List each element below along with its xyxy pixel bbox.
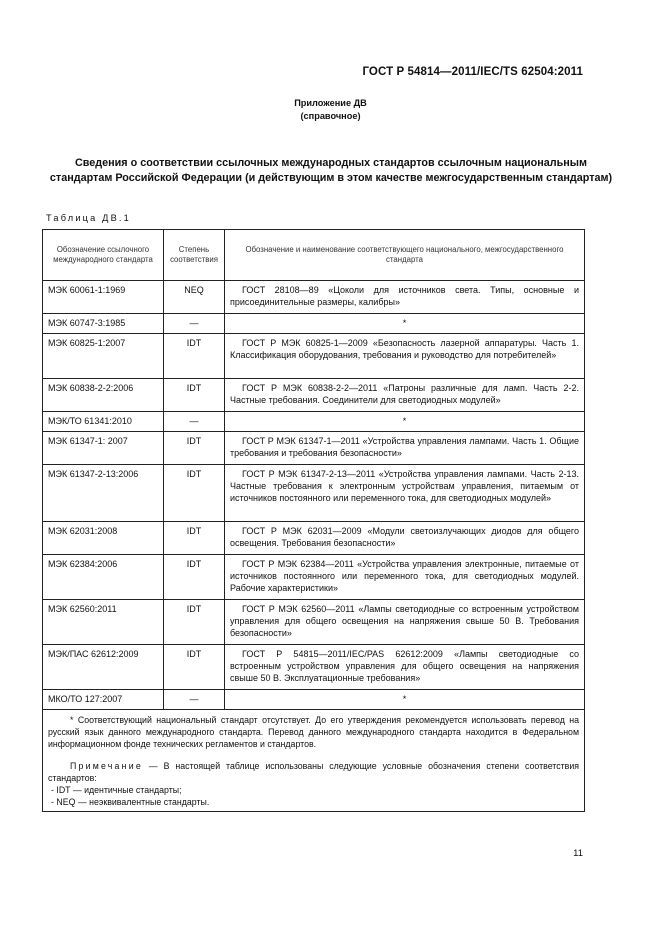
cell-degree: IDT [164, 555, 225, 600]
correspondence-table [42, 229, 585, 812]
table-header-row [43, 230, 585, 281]
cell-degree: IDT [164, 600, 225, 645]
note-label: Примечание [70, 761, 143, 771]
cell-standard: МЭК 60061-1:1969 [43, 281, 164, 314]
cell-national [225, 645, 585, 690]
cell-degree: — [164, 690, 225, 710]
cell-national [225, 555, 585, 600]
header-international-standard: Обозначение ссылочного международного стандарта [43, 230, 164, 281]
cell-national: * [225, 690, 585, 710]
header-national-standard: Обозначение и наименование соответствующего национального, межгосударственного стандарта [225, 230, 585, 281]
table-row [43, 600, 585, 645]
legend-item: - IDT — идентичные стандарты; [51, 785, 182, 795]
appendix-heading [0, 97, 661, 123]
national-text: ГОСТ Р МЭК 60825-1—2009 «Безопасность лазерной аппаратуры. Часть 1. Классификация оборудования, требования и руководство для потребителей» [230, 338, 579, 360]
cell-standard: МЭК 62031:2008 [43, 522, 164, 555]
table-row [43, 281, 585, 314]
table-row [43, 412, 585, 432]
table-row [43, 379, 585, 412]
appendix-title: Приложение ДВ [294, 98, 367, 108]
note-text: — В настоящей таблице использованы следующие условные обозначения степени соответствия стандартов: [48, 761, 579, 783]
cell-standard: МЭК 61347-2-13:2006 [43, 465, 164, 522]
cell-standard: МЭК/ТО 61341:2010 [43, 412, 164, 432]
national-text: ГОСТ Р МЭК 62560—2011 «Лампы светодиодные со встроенным устройством управления для общего освещения на напряжения свыше 50 В. Требования безопасности» [230, 604, 579, 638]
cell-national [225, 379, 585, 412]
national-text: ГОСТ Р МЭК 62031—2009 «Модули светоизлучающих диодов для общего освещения. Требования безопасности» [230, 526, 579, 548]
cell-national [225, 281, 585, 314]
national-text: ГОСТ Р МЭК 62384—2011 «Устройства управления электронные, питаемые от источников постоянного или переменного тока, для светодиодных модулей. Рабочие характеристики» [230, 559, 579, 593]
cell-standard: МЭК/ПАС 62612:2009 [43, 645, 164, 690]
cell-degree: IDT [164, 465, 225, 522]
appendix-subtitle: (справочное) [300, 111, 361, 121]
cell-degree: NEQ [164, 281, 225, 314]
table-row [43, 334, 585, 379]
cell-national [225, 432, 585, 465]
cell-standard: МЭК 61347-1: 2007 [43, 432, 164, 465]
table-notes-row [43, 710, 585, 812]
cell-degree: — [164, 314, 225, 334]
table-notes [43, 710, 585, 812]
table-row [43, 314, 585, 334]
cell-standard: МКО/ТО 127:2007 [43, 690, 164, 710]
cell-national [225, 465, 585, 522]
cell-degree: IDT [164, 334, 225, 379]
table-row [43, 690, 585, 710]
cell-degree: IDT [164, 379, 225, 412]
cell-degree: IDT [164, 522, 225, 555]
cell-degree: IDT [164, 645, 225, 690]
national-text: ГОСТ Р МЭК 60838-2-2—2011 «Патроны различные для ламп. Часть 2-2. Частные требования. Соединители для светодиодных модулей» [230, 383, 579, 405]
cell-national [225, 600, 585, 645]
cell-national [225, 522, 585, 555]
national-text: ГОСТ 28108—89 «Цоколи для источников света. Типы, основные и присоединительные размеры, калибры» [230, 285, 579, 307]
cell-standard: МЭК 62560:2011 [43, 600, 164, 645]
document-code: ГОСТ Р 54814—2011/IEC/TS 62504:2011 [362, 66, 583, 78]
cell-degree: IDT [164, 432, 225, 465]
table-row [43, 465, 585, 522]
page-number: 11 [573, 848, 583, 859]
table-row [43, 555, 585, 600]
table-caption: Таблица ДВ.1 [46, 213, 131, 223]
main-title: Сведения о соответствии ссылочных международных стандартов ссылочным национальным стандартам Российской Федерации (и действующим в этом качестве межгосударственным стандартам) [49, 157, 613, 184]
note [48, 760, 579, 784]
cell-standard: МЭК 60747-3:1985 [43, 314, 164, 334]
cell-national: * [225, 412, 585, 432]
cell-standard: МЭК 62384:2006 [43, 555, 164, 600]
table-row [43, 432, 585, 465]
table-row [43, 645, 585, 690]
cell-national [225, 334, 585, 379]
national-text: ГОСТ Р МЭК 61347-2-13—2011 «Устройства управления лампами. Часть 2-13. Частные требования к электронным устройствам управления, питаемым от источников постоянного или переменного тока, для светодиодных модулей» [230, 469, 579, 503]
cell-national: * [225, 314, 585, 334]
cell-standard: МЭК 60825-1:2007 [43, 334, 164, 379]
national-text: ГОСТ Р МЭК 61347-1—2011 «Устройства управления лампами. Часть 1. Общие требования и требования безопасности» [230, 436, 579, 458]
legend-item: - NEQ — неэквивалентные стандарты. [51, 797, 210, 807]
table-row [43, 522, 585, 555]
cell-standard: МЭК 60838-2-2:2006 [43, 379, 164, 412]
header-degree: Степень соответствия [164, 230, 225, 281]
national-text: ГОСТ Р 54815—2011/IEC/PAS 62612:2009 «Лампы светодиодные со встроенным устройством управления для общего освещения на напряжения свыше 50 В. Эксплуатационные требования» [230, 649, 579, 683]
footnote: * Соответствующий национальный стандарт отсутствует. До его утверждения рекомендуется использовать перевод на русский язык данного международного стандарта. Перевод данного международного стандарта находится в Федеральном информационном фонде технических регламентов и стандартов. [48, 715, 579, 749]
cell-degree: — [164, 412, 225, 432]
